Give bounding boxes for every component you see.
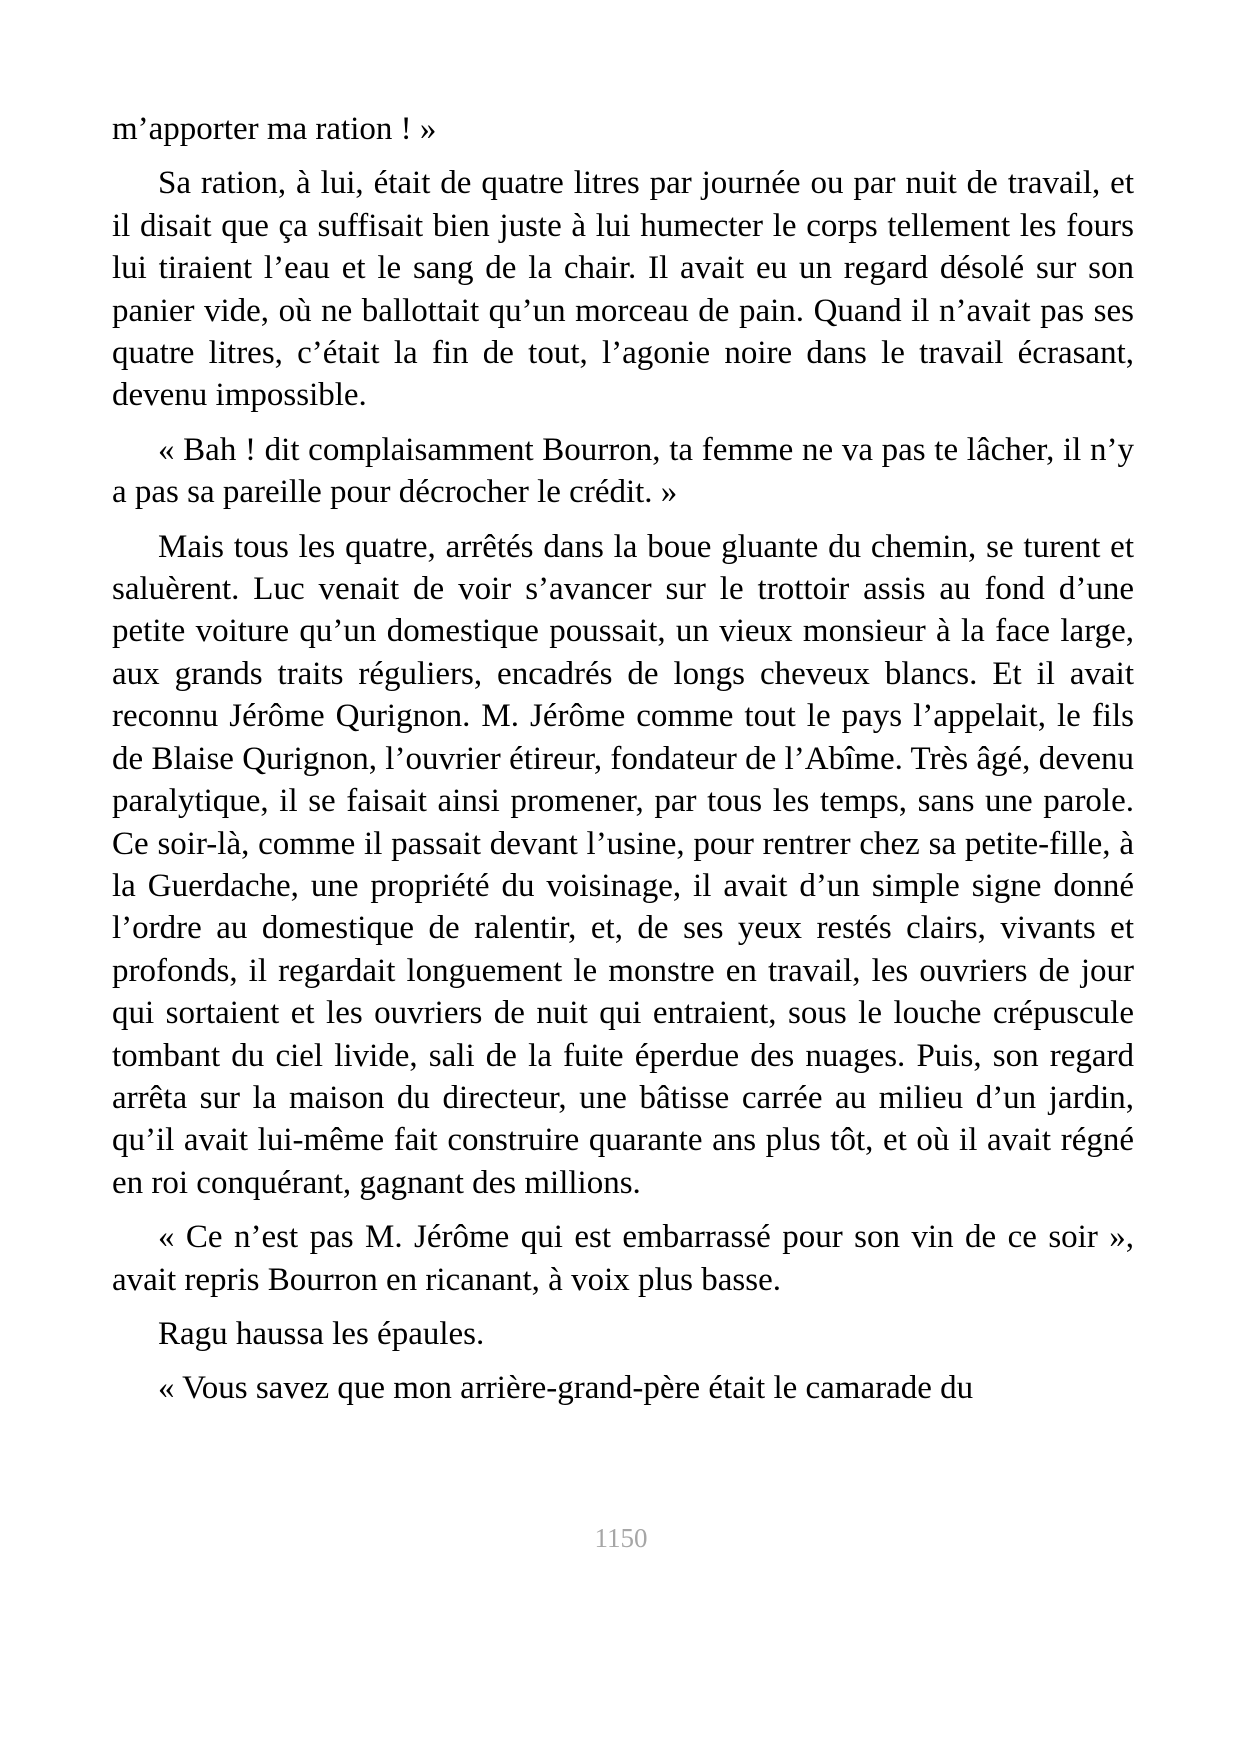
paragraph-1: m’apporter ma ration ! »: [112, 111, 437, 147]
paragraph-7: « Vous savez que mon arrière-grand-père était le camarade du: [158, 1370, 974, 1407]
paragraph-5: « Ce n’est pas M. Jérôme qui est embarrassé pour son vin de ce soir », avait repris Bourron en ricanant, à voix plus basse.: [112, 1219, 1134, 1298]
page-body: [112, 108, 1134, 1422]
paragraph-2: Sa ration, à lui, était de quatre litres par journée ou par nuit de travail, et il disait que ça suffisait bien juste à lui humecter le corps tellement les fours lui tiraient l’eau et le sang de la chair. Il avait eu un regard désolé sur son panier vide, où ne ballottait qu’un morceau de pain. Quand il n’avait pas ses quatre litres, c’était la fin de tout, l’agonie noire dans le travail écrasant, devenu impossible.: [112, 165, 1134, 414]
page-number: 1150: [594, 1523, 648, 1553]
paragraph-4: Mais tous les quatre, arrêtés dans la boue gluante du chemin, se turent et saluèrent. Luc venait de voir s’avancer sur le trottoir assis au fond d’une petite voiture qu’un domestique poussait, un vieux monsieur à la face large, aux grands traits réguliers, encadrés de longs cheveux blancs. Et il avait reconnu Jérôme Qurignon. M. Jérôme comme tout le pays l’appelait, le fils de Blaise Qurignon, l’ouvrier étireur, fondateur de l’Abîme. Très âgé, devenu paralytique, il se faisait ainsi promener, par tous les temps, sans une parole. Ce soir-là, comme il passait devant l’usine, pour rentrer chez sa petite-fille, à la Guerdache, une propriété du voisinage, il avait d’un simple signe donné l’ordre au domestique de ralentir, et, de ses yeux restés clairs, vivants et profonds, il regardait longuement le monstre en travail, les ouvriers de jour qui sortaient et les ouvriers de nuit qui entraient, sous le louche crépuscule tombant du ciel livide, sali de la fuite éperdue des nuages. Puis, son regard arrêta sur la maison du directeur, une bâtisse carrée au milieu d’un jardin, qu’il avait lui-même fait construire quarante ans plus tôt, et où il avait régné en roi conquérant, gagnant des millions.: [112, 528, 1134, 1201]
paragraph-3: « Bah ! dit complaisamment Bourron, ta femme ne va pas te lâcher, il n’y a pas sa pareille pour décrocher le crédit. »: [112, 431, 1134, 511]
paragraph-6: Ragu haussa les épaules.: [158, 1315, 485, 1352]
